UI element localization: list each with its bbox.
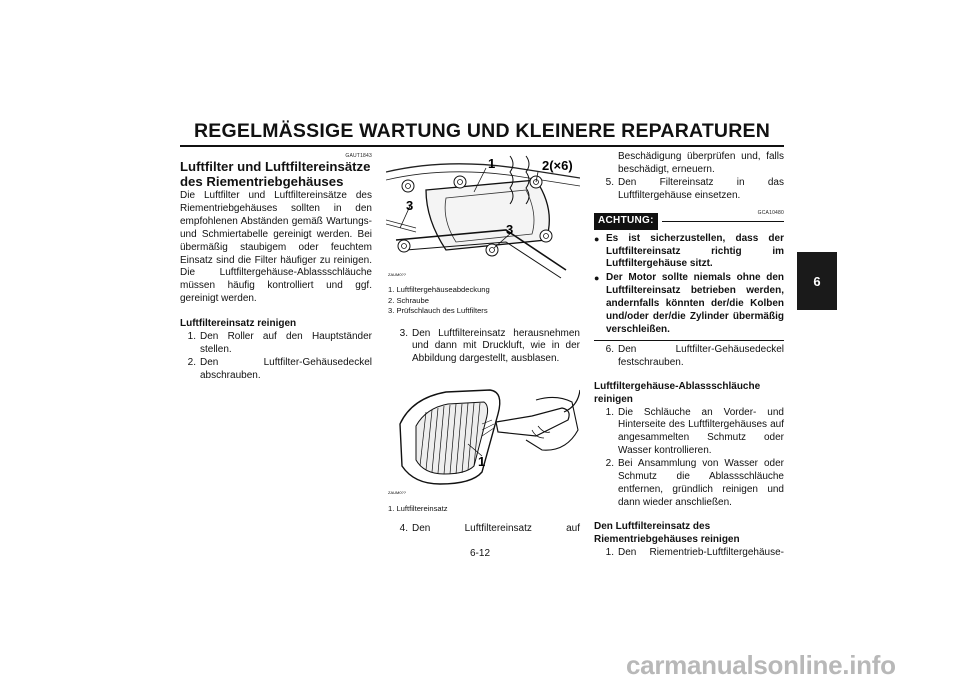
middle-column [388, 285, 580, 366]
figure-label-1: 1 [488, 156, 496, 171]
subheading-filter-clean: Luftfiltereinsatz reinigen [180, 318, 297, 330]
section-heading-line-1: Luftfilter und Luftfiltereinsätze [180, 159, 371, 174]
section-heading [180, 159, 372, 189]
step-number: 1. [605, 406, 614, 418]
caution-label: ACHTUNG: [594, 213, 658, 230]
caption-item: 1. Luftfiltergehäuseabdeckung [388, 285, 490, 294]
step-item [594, 177, 784, 203]
step-number: 1. [187, 331, 196, 343]
figure-captions [388, 504, 580, 515]
step-text: Den Filtereinsatz in das Luftfiltergehäuse einsetzen. [618, 176, 784, 201]
step-item [594, 458, 784, 510]
watermark: carmanualsonline.info [626, 650, 896, 680]
intro-paragraph: Die Luftfilter und Luftfiltereinsätze des Riementriebgehäuses sollten in den empfohlenen Abständen gemäß Wartungs- und Schmiertabelle gereinigt werden. Bei übermäßig staubigem oder feuchtem Einsatz sind die Filter häufiger zu reinigen. Die Luftfiltergehäuse-Ablassschläuche müssen häufig kontrolliert und ggf. gereinigt werden. [180, 190, 372, 305]
step-number: 3. [399, 327, 408, 339]
step-text: Die Schläuche an Vorder- und Hinterseite des Luftfiltergehäuses auf angesammelten Schmutz oder Wasser kontrollieren. [618, 406, 784, 457]
figure-code: ZAUM0?? [388, 272, 407, 277]
figure-label-1: 1 [478, 454, 486, 469]
step-item-continued [594, 151, 784, 177]
caution-rule [662, 221, 784, 222]
step-text: Bei Ansammlung von Wasser oder Schmutz die Ablassschläuche entfernen, gründlich reinigen und dann wieder anschließen. [618, 458, 784, 508]
step-number: 2. [187, 356, 196, 368]
figure-code: ZAUM0?? [388, 490, 407, 495]
step-text: Den Luftfiltereinsatz herausnehmen und dann mit Druckluft, wie in der Abbildung dargestellt, ausblasen. [412, 327, 580, 365]
figure-label-3a: 3 [406, 198, 414, 213]
step-number-placeholder [594, 151, 614, 177]
caution-bullet-text: Der Motor sollte niemals ohne den Luftfiltereinsatz betrieben werden, andernfalls könnten der/die Kolben und/oder der/die Zylinder übermäßig verschleißen. [606, 272, 784, 335]
section-code: GAUT1843 [345, 153, 372, 159]
caution-bullet-text: Es ist sicherzustellen, dass der Luftfiltereinsatz richtig im Luftfiltergehäuse sitzt. [606, 232, 784, 270]
step-text: Den Luftfiltereinsatz auf [412, 522, 580, 534]
step-item [388, 328, 580, 367]
header-rule [180, 145, 784, 147]
step-text: Den Luftfilter-Gehäusedeckel abschrauben. [200, 356, 372, 381]
right-column [594, 151, 784, 559]
step-text: Den Luftfilter-Gehäusedeckel festschrauben. [618, 343, 784, 368]
caution-header [594, 214, 784, 229]
subheading-belt-filter: Den Luftfiltereinsatz des Riementriebgehäuses reinigen [594, 520, 740, 545]
page-number: 6-12 [469, 548, 490, 559]
step-item [594, 547, 784, 560]
step-item [388, 523, 580, 536]
air-filter-cover-illustration [386, 150, 580, 280]
caution-bullet [594, 272, 784, 337]
figure-label-2: 2(×6) [542, 158, 573, 173]
step-number: 2. [605, 458, 614, 470]
section-heading-line-2: des Riementriebgehäuses [180, 174, 344, 189]
step-number: 6. [605, 343, 614, 355]
step-text: Den Roller auf den Hauptständer stellen. [200, 331, 372, 355]
chapter-tab[interactable]: 6 [797, 252, 837, 310]
figure-label-3b: 3 [506, 222, 514, 237]
caution-bullet [594, 233, 784, 272]
step-text: Beschädigung überprüfen und, falls beschädigt, erneuern. [618, 151, 784, 175]
caption-item: 1. Luftfiltereinsatz [388, 504, 448, 513]
bullet-dot-icon: ● [594, 273, 600, 284]
step-text: Den Riementrieb-Luftfiltergehäuse- [618, 546, 784, 558]
step-number: 4. [399, 522, 408, 534]
step-item [594, 344, 784, 370]
step-item [180, 357, 372, 383]
caution-code: GCA10480 [757, 209, 784, 216]
bullet-dot-icon: ● [594, 233, 600, 244]
step-number: 1. [605, 546, 614, 558]
caption-item: 3. Prüfschlauch des Luftfilters [388, 306, 488, 315]
subheading-drain-hoses: Luftfiltergehäuse-Ablassschläuche reinigen [594, 380, 761, 405]
figure-captions [388, 285, 580, 317]
step-item [180, 331, 372, 357]
step-number: 5. [605, 176, 614, 188]
middle-column-lower [388, 504, 580, 535]
step-item [594, 407, 784, 459]
filter-element-blowout-illustration [386, 380, 580, 498]
caption-item: 2. Schraube [388, 295, 429, 305]
caution-end-rule [594, 340, 784, 341]
left-column [180, 150, 372, 383]
page-header-title: REGELMÄSSIGE WARTUNG UND KLEINERE REPARATUREN [194, 120, 770, 142]
